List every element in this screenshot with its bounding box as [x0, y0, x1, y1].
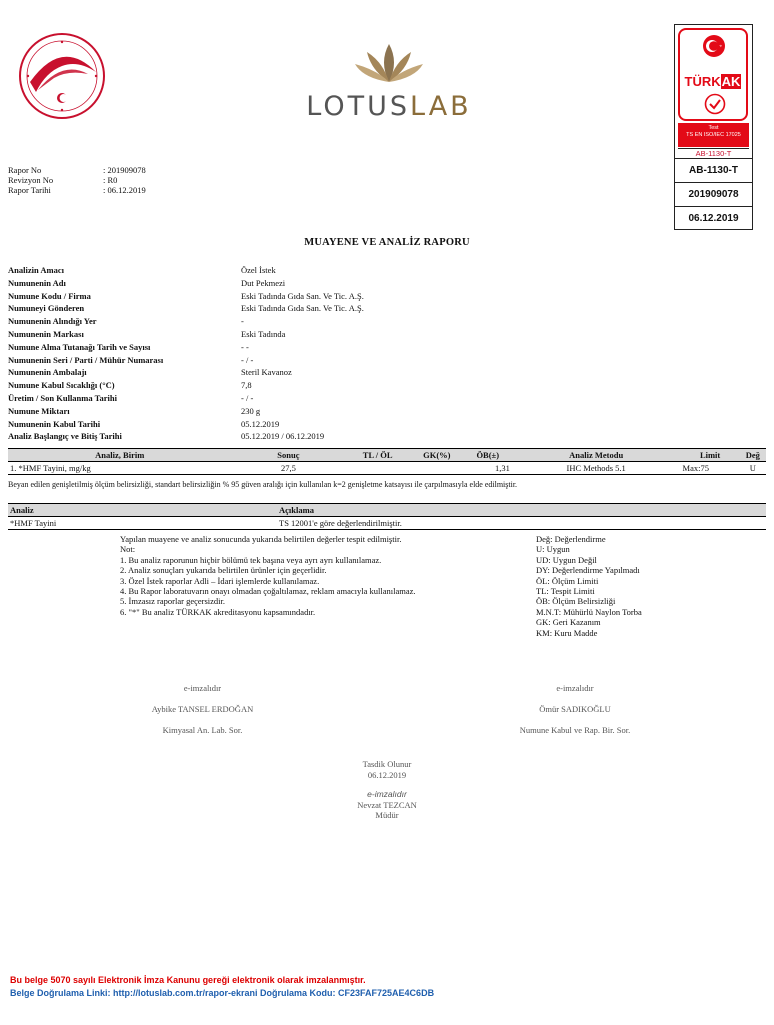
- note-line: Not:: [120, 544, 136, 555]
- sample-info: [8, 264, 708, 443]
- e-signature-notice: Bu belge 5070 sayılı Elektronik İmza Kanunu gereği elektronik olarak imzalanmıştır.: [10, 975, 366, 985]
- logo-wordmark: LOTUSLAB: [306, 91, 472, 122]
- info-value: Dut Pekmezi: [241, 277, 286, 288]
- explain-header-row: [8, 504, 766, 517]
- approver-role: Müdür: [375, 810, 399, 820]
- note-line: 5. İmzasız raporlar geçersizdir.: [120, 596, 226, 607]
- legend-item: U: Uygun: [536, 544, 570, 555]
- col-analysis: Analiz, Birim: [8, 449, 231, 462]
- turkak-name: TÜRKAK: [684, 74, 741, 89]
- info-value: - / -: [241, 354, 254, 365]
- col-gk: GK(%): [410, 449, 464, 462]
- info-value: 05.12.2019: [241, 418, 280, 429]
- info-label: Analizin Amacı: [8, 265, 64, 275]
- col-eval: Değ: [740, 449, 766, 462]
- signer-role: Kimyasal An. Lab. Sor.: [162, 725, 243, 735]
- info-value: Steril Kavanoz: [241, 367, 292, 378]
- info-label: Numunenin Alındığı Yer: [8, 316, 97, 327]
- table-row: *HMF Tayini TS 12001'e göre değerlendirilmiştir.: [8, 517, 766, 530]
- info-label: Numune Miktarı: [8, 405, 70, 416]
- info-row: [8, 430, 708, 443]
- meta-row: Revizyon No : R0: [8, 175, 118, 185]
- turkak-report-no: 201909078: [675, 182, 752, 207]
- info-row: [8, 418, 708, 431]
- approver-name: Nevzat TEZCAN: [357, 799, 417, 810]
- legend-item: TL: Tespit Limiti: [536, 586, 595, 597]
- legend-item: Değ: Değerlendirme: [536, 534, 606, 544]
- turkak-code: AB-1130-T: [675, 158, 752, 183]
- esign-label: e-imzalıdır: [183, 683, 222, 693]
- report-title: MUAYENE VE ANALİZ RAPORU: [304, 237, 470, 248]
- lotuslab-logo: [279, 40, 499, 130]
- info-row: [8, 405, 708, 418]
- note-line: 6. "*" Bu analiz TÜRKAK akreditasyonu kapsamındadır.: [120, 606, 316, 617]
- report-meta: [8, 165, 146, 195]
- info-row: [8, 341, 708, 354]
- info-value: -: [241, 316, 244, 327]
- info-label: Numunenin Markası: [8, 328, 84, 339]
- info-value: Eski Tadında: [241, 328, 286, 339]
- signature-right: [490, 683, 660, 735]
- approval-label: Tasdik Olunur: [362, 759, 412, 769]
- legend-item: ÖL: Ölçüm Limiti: [536, 575, 599, 586]
- info-value: 05.12.2019 / 06.12.2019: [241, 431, 325, 442]
- info-row: [8, 264, 708, 277]
- info-label: Numunenin Kabul Tarihi: [8, 418, 101, 429]
- info-row: [8, 354, 708, 367]
- info-row: [8, 315, 708, 328]
- signer-role: Numune Kabul ve Rap. Bir. Sor.: [519, 725, 631, 735]
- col-explain-desc: Açıklama: [277, 504, 766, 517]
- esign-label: e-imzalıdır: [556, 683, 594, 693]
- note-line: 3. Özel İstek raporlar Adli – İdari işlemlerde kullanılamaz.: [120, 575, 320, 586]
- meta-row: Rapor Tarihi : 06.12.2019: [8, 185, 146, 195]
- signer-name: Ömür SADIKOĞLU: [539, 704, 611, 714]
- table-row: 1. *HMF Tayini, mg/kg 27,5 1,31 IHC Methods 5.1 Max:75 U: [8, 462, 766, 475]
- col-tl-ol: TL / ÖL: [345, 449, 410, 462]
- approval-date: 06.12.2019: [367, 769, 407, 780]
- notes-list: [120, 534, 520, 617]
- uncertainty-note: Beyan edilen genişletilmiş ölçüm belirsizliği, standart belirsizliğin % 95 güven aralığı için kullanılan k=2 genişletme katsayısı ile çarpılmasıyla elde edilmiştir.: [8, 480, 518, 489]
- note-line: 2. Analiz sonuçları yukarıda belirtilen ürünler için geçerlidir.: [120, 565, 327, 576]
- approval-block: [300, 759, 474, 821]
- info-label: Üretim / Son Kullanma Tarihi: [8, 392, 117, 403]
- esign-label: e-imzalıdır: [367, 789, 407, 799]
- legend-item: GK: Geri Kazanım: [536, 617, 601, 628]
- note-line: Yapılan muayene ve analiz sonucunda yukarıda belirtilen değerler tespit edilmiştir.: [120, 534, 402, 544]
- signer-name: Aybike TANSEL ERDOĞAN: [151, 704, 254, 714]
- results-header-row: [8, 449, 766, 462]
- col-ob: ÖB(±): [464, 449, 512, 462]
- info-value: - -: [241, 341, 249, 352]
- info-row: [8, 277, 708, 290]
- info-value: 7,8: [241, 380, 252, 391]
- col-limit: Limit: [681, 449, 740, 462]
- crescent-star-icon: [702, 34, 726, 58]
- verification-link[interactable]: Belge Doğrulama Linki: http://lotuslab.com.tr/rapor-ekrani Doğrulama Kodu: CF23FAF725AE4C6DB: [10, 988, 435, 998]
- info-label: Numune Kabul Sıcaklığı (°C): [8, 380, 115, 391]
- legend-item: KM: Kuru Madde: [536, 627, 598, 638]
- col-result: Sonuç: [231, 449, 345, 462]
- col-method: Analiz Metodu: [512, 449, 681, 462]
- meta-row: Rapor No : 201909078: [8, 165, 146, 175]
- ministry-seal-logo: [18, 22, 106, 130]
- info-value: Eski Tadında Gıda San. Ve Tic. A.Ş.: [241, 303, 364, 314]
- legend-item: DY: Değerlendirme Yapılmadı: [536, 565, 640, 576]
- checkmark-icon: [704, 93, 726, 115]
- signature-left: [120, 683, 285, 735]
- turkak-accreditation-box: [674, 24, 753, 230]
- turkak-code-small: AB-1130-T: [678, 148, 749, 158]
- info-label: Numune Kodu / Firma: [8, 290, 91, 301]
- turkak-date: 06.12.2019: [675, 206, 752, 230]
- abbreviation-legend: [536, 534, 756, 638]
- info-row: [8, 302, 708, 315]
- explanation-table: [8, 503, 766, 530]
- info-label: Numunenin Adı: [8, 277, 66, 288]
- info-value: Eski Tadında Gıda San. Ve Tic. A.Ş.: [241, 290, 364, 301]
- info-value: 230 g: [241, 405, 261, 416]
- info-label: Numunenin Seri / Parti / Mühür Numarası: [8, 354, 164, 365]
- info-label: Numunenin Ambalajı: [8, 367, 87, 378]
- info-value: - / -: [241, 392, 254, 403]
- info-value: Özel İstek: [241, 265, 276, 275]
- info-row: [8, 328, 708, 341]
- legend-item: ÖB: Ölçüm Belirsizliği: [536, 596, 616, 607]
- lotus-flower-icon: [279, 40, 499, 90]
- info-row: [8, 366, 708, 379]
- turkak-standard-band: Test TS EN ISO/IEC 17025: [678, 123, 749, 147]
- results-table: [8, 448, 766, 475]
- col-explain-analysis: Analiz: [8, 504, 277, 517]
- info-label: Numuneyi Gönderen: [8, 303, 85, 314]
- info-label: Analiz Başlangıç ve Bitiş Tarihi: [8, 431, 122, 442]
- note-line: 1. Bu analiz raporunun hiçbir bölümü tek başına veya ayrı ayrı kullanılamaz.: [120, 554, 382, 565]
- info-row: [8, 392, 708, 405]
- info-row: [8, 379, 708, 392]
- info-row: [8, 290, 708, 303]
- legend-item: UD: Uygun Değil: [536, 554, 597, 565]
- legend-item: M.N.T: Mühürlü Naylon Torba: [536, 606, 642, 617]
- info-label: Numune Alma Tutanağı Tarih ve Sayısı: [8, 341, 151, 352]
- note-line: 4. Bu Rapor laboratuvarın onayı olmadan çoğaltılamaz, reklam amacıyla kullanılamaz.: [120, 586, 416, 597]
- turkak-logo: [678, 28, 748, 121]
